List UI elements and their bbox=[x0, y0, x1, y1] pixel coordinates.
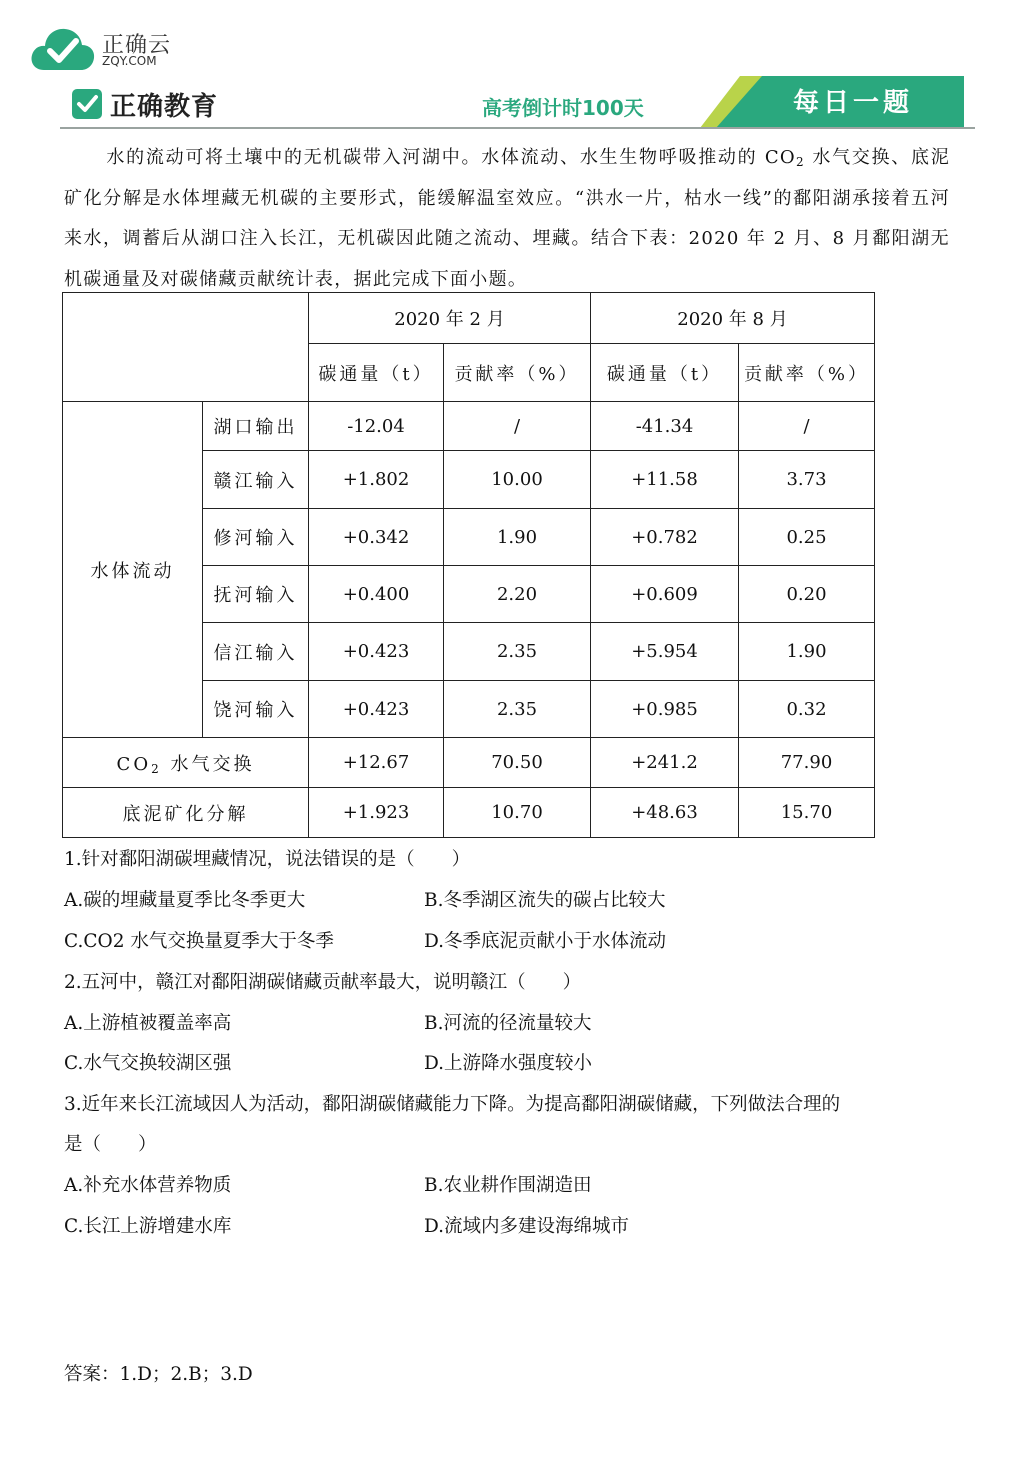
group-label: 水体流动 bbox=[63, 402, 203, 738]
countdown-text: 高考倒计时100天 bbox=[482, 96, 644, 120]
logo-name: 正确云 bbox=[102, 33, 172, 58]
question-1-stem: 1.针对鄱阳湖碳埋藏情况，说法错误的是（ ） bbox=[64, 849, 471, 870]
cell: +0.609 bbox=[591, 566, 739, 623]
question-1-option-a: A.碳的埋藏量夏季比冬季更大 bbox=[64, 890, 306, 911]
answer-key: 答案：1.D；2.B；3.D bbox=[64, 1364, 253, 1385]
header-feb-flux: 碳通量（t） bbox=[309, 344, 444, 402]
cell: 2.35 bbox=[444, 623, 591, 681]
cell: +12.67 bbox=[309, 738, 444, 788]
cell: 0.32 bbox=[739, 681, 875, 738]
cloud-check-icon bbox=[30, 24, 96, 72]
row-label: 信江输入 bbox=[203, 623, 309, 681]
brand bbox=[72, 86, 218, 122]
question-1-option-d: D.冬季底泥贡献小于水体流动 bbox=[424, 931, 667, 952]
cell: +241.2 bbox=[591, 738, 739, 788]
check-icon bbox=[72, 89, 102, 119]
cell: 10.00 bbox=[444, 451, 591, 509]
daily-title: 每日一题 bbox=[792, 88, 913, 118]
question-3-stem-cont: 是（ ） bbox=[64, 1134, 157, 1155]
question-2-option-b: B.河流的径流量较大 bbox=[424, 1013, 592, 1034]
logo-url: ZQY.COM bbox=[102, 54, 157, 68]
question-1-option-b: B.冬季湖区流失的碳占比较大 bbox=[424, 890, 666, 911]
question-3-option-a: A.补充水体营养物质 bbox=[64, 1175, 232, 1196]
intro-sub: 2 bbox=[795, 155, 805, 169]
row-label: 饶河输入 bbox=[203, 681, 309, 738]
cell: 0.25 bbox=[739, 509, 875, 566]
row-label: 抚河输入 bbox=[203, 566, 309, 623]
question-2-option-c: C.水气交换较湖区强 bbox=[64, 1053, 232, 1074]
carbon-flux-table bbox=[62, 292, 875, 838]
intro-paragraph bbox=[64, 138, 950, 300]
row-label-sediment: 底泥矿化分解 bbox=[63, 788, 309, 838]
cell: 10.70 bbox=[444, 788, 591, 838]
cell: 77.90 bbox=[739, 738, 875, 788]
header-aug-rate: 贡献率（%） bbox=[739, 344, 875, 402]
question-2-option-d: D.上游降水强度较小 bbox=[424, 1053, 593, 1074]
cell: +0.423 bbox=[309, 681, 444, 738]
question-1-option-c: C.CO2 水气交换量夏季大于冬季 bbox=[64, 931, 334, 952]
cell: 1.90 bbox=[739, 623, 875, 681]
cell: 2.35 bbox=[444, 681, 591, 738]
cell: / bbox=[739, 402, 875, 451]
question-3-option-c: C.长江上游增建水库 bbox=[64, 1216, 232, 1237]
question-2-option-a: A.上游植被覆盖率高 bbox=[64, 1013, 232, 1034]
row-label: 湖口输出 bbox=[203, 402, 309, 451]
table-row bbox=[63, 402, 875, 451]
zqy-logo bbox=[30, 24, 230, 74]
row-label: 修河输入 bbox=[203, 509, 309, 566]
header-feb-rate: 贡献率（%） bbox=[444, 344, 591, 402]
cell: +5.954 bbox=[591, 623, 739, 681]
cell: +11.58 bbox=[591, 451, 739, 509]
row-label: 赣江输入 bbox=[203, 451, 309, 509]
table-corner bbox=[63, 293, 309, 402]
cell: +0.423 bbox=[309, 623, 444, 681]
brand-title: 正确教育 bbox=[110, 91, 219, 122]
intro-text-2: 水气交换、底泥矿化分解是水体埋藏无机碳的主要形式，能缓解温室效应。“洪水一片，枯水一线”的鄱阳湖承接着五河来水，调蓄后从湖口注入长江，无机碳因此随之流动、埋藏。结合下表：2020 年 2 月、8 月鄱阳湖无机碳通量及对碳储藏贡献统计表，据此完成下面小题。 bbox=[64, 147, 950, 290]
cell: -41.34 bbox=[591, 402, 739, 451]
question-3-stem: 3.近年来长江流域因人为活动，鄱阳湖碳储藏能力下降。为提高鄱阳湖碳储藏，下列做法合理的 bbox=[64, 1094, 841, 1115]
question-2-stem: 2.五河中，赣江对鄱阳湖碳储藏贡献率最大，说明赣江（ ） bbox=[64, 972, 582, 993]
cell: 0.20 bbox=[739, 566, 875, 623]
header-divider bbox=[60, 127, 975, 129]
table-row bbox=[63, 738, 875, 788]
row-label-co2: $CO_2$ 水气交换 bbox=[63, 738, 309, 788]
cell: +0.342 bbox=[309, 509, 444, 566]
cell: +1.802 bbox=[309, 451, 444, 509]
question-3-option-d: D.流域内多建设海绵城市 bbox=[424, 1216, 630, 1237]
cell: 2.20 bbox=[444, 566, 591, 623]
header-aug-flux: 碳通量（t） bbox=[591, 344, 739, 402]
cell: +48.63 bbox=[591, 788, 739, 838]
question-3-option-b: B.农业耕作围湖造田 bbox=[424, 1175, 592, 1196]
cell: / bbox=[444, 402, 591, 451]
cell: +0.782 bbox=[591, 509, 739, 566]
header-feb: 2020 年 2 月 bbox=[309, 293, 591, 344]
intro-text-1: 水的流动可将土壤中的无机碳带入河湖中。水体流动、水生生物呼吸推动的 CO bbox=[106, 147, 796, 168]
table-row bbox=[63, 788, 875, 838]
cell: +1.923 bbox=[309, 788, 444, 838]
cell: 15.70 bbox=[739, 788, 875, 838]
cell: -12.04 bbox=[309, 402, 444, 451]
cell: 3.73 bbox=[739, 451, 875, 509]
cell: 1.90 bbox=[444, 509, 591, 566]
cell: +0.985 bbox=[591, 681, 739, 738]
cell: +0.400 bbox=[309, 566, 444, 623]
cell: 70.50 bbox=[444, 738, 591, 788]
header-aug: 2020 年 8 月 bbox=[591, 293, 875, 344]
